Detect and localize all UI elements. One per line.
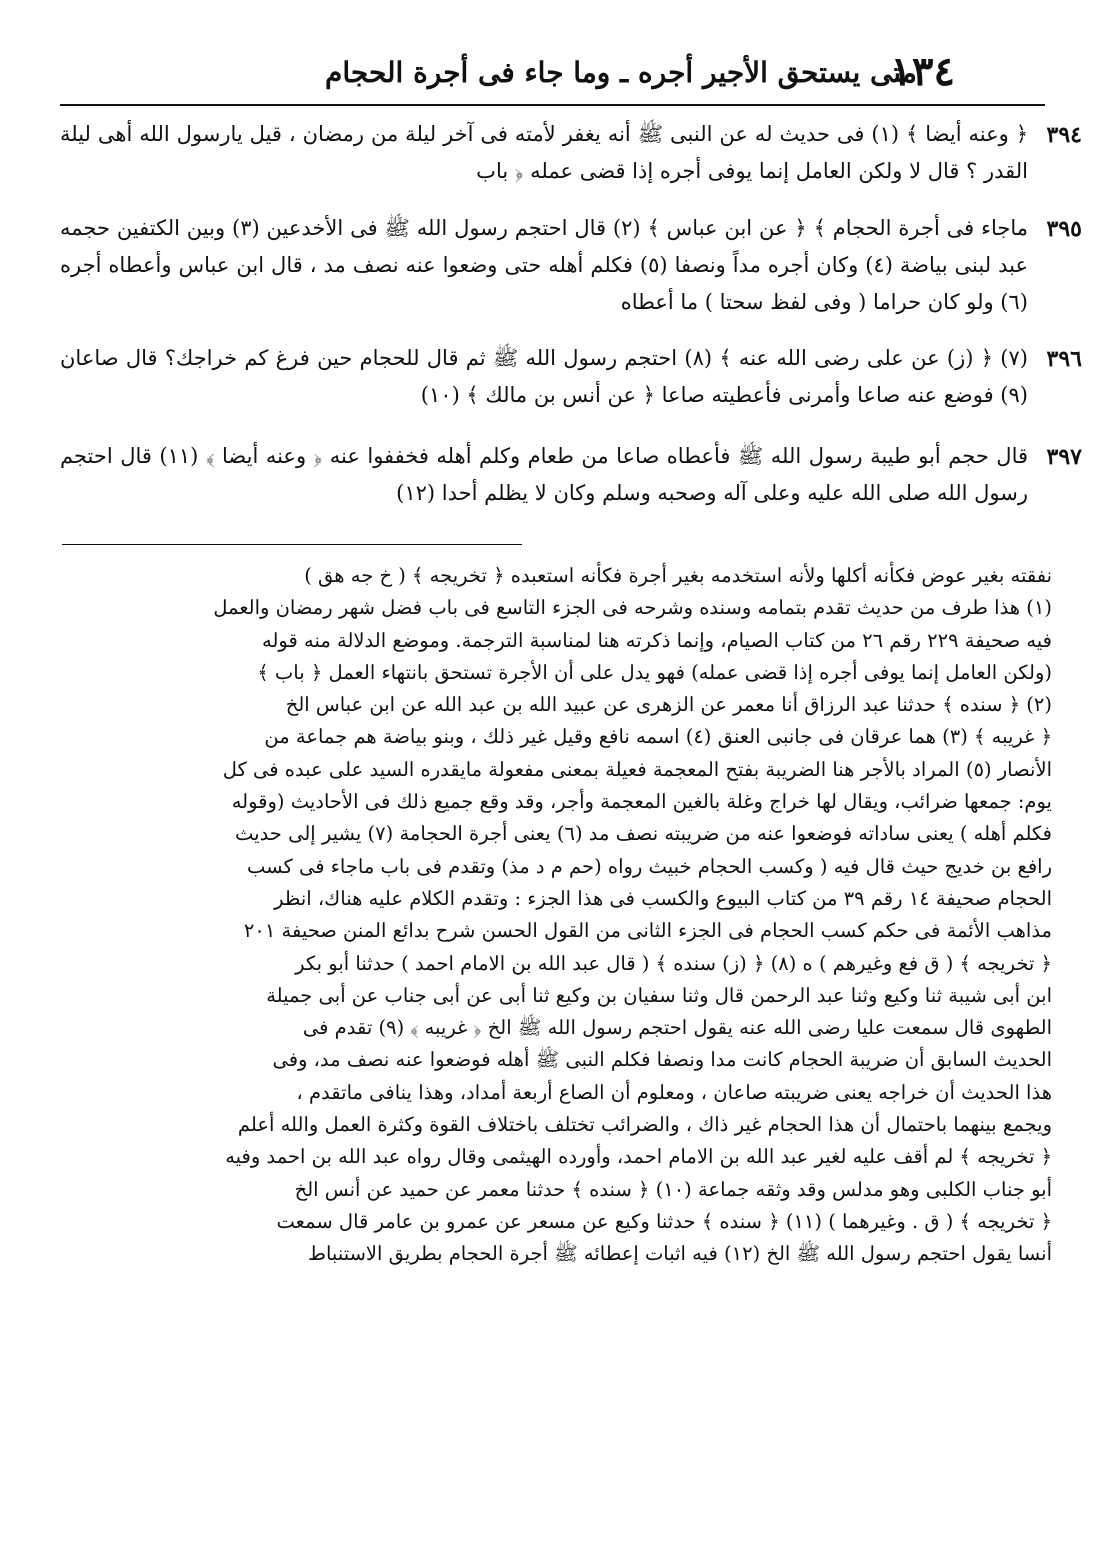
- footnote-line: الحديث السابق أن ضريبة الحجام كانت مدا ونصفا فكلم النبى ﷺ أهله فوضعوا عنه نصف مد، وفى: [272, 1048, 1052, 1072]
- hadith-text: ﴿ وعنه أيضا ﴾ (١) فى حديث له عن النبى ﷺ أنه يغفر لأمته فى آخر ليلة من رمضان ، قيل يارسول الله أهى ليلة القدر ؟ قال لا ولكن العامل إنما يوفى أجره إذا قضى عمله ﴿ باب: [60, 122, 1028, 183]
- footnotes: [62, 560, 1052, 1271]
- footnote-line: ﴿ تخريجه ﴾ ( ق . وغيرهما ) (١١) ﴿ سنده ﴾ حدثنا وكيع عن مسعر عن عمرو بن عامر قال سمعت: [276, 1209, 1052, 1233]
- footnote-line: (٢) ﴿ سنده ﴾ حدثنا عبد الرزاق أنا معمر عن الزهرى عن عبيد الله بن عبد الله عن ابن عباس الخ: [285, 693, 1052, 717]
- hadith-text: (٧) ﴿ (ز) عن على رضى الله عنه ﴾ (٨) احتجم رسول الله ﷺ ثم قال للحجام حين فرغ كم خراجك؟ قال صاعان (٩) فوضع عنه صاعا وأمرنى فأعطيته صاعا ﴿ عن أنس بن مالك ﴾ (١٠): [60, 346, 1028, 407]
- footnote-line: أبو جناب الكلبى وهو مدلس وقد وثقه جماعة (١٠) ﴿ سنده ﴾ حدثنا معمر عن حميد عن أنس الخ: [294, 1177, 1052, 1201]
- footnote-line: فكلم أهله ) يعنى ساداته فوضعوا عنه من ضريبته نصف مد (٦) يعنى أجرة الحجامة (٧) يشير إلى حديث: [235, 822, 1052, 846]
- footnote-line: ﴿ تخريجه ﴾ ( ق فع وغيرهم ) ه (٨) ﴿ (ز) سنده ﴾ ( قال عبد الله بن الامام احمد ) حدثنا أبو بكر: [295, 951, 1052, 975]
- footnote-line: (ولكن العامل إنما يوفى أجره إذا قضى عمله) فهو يدل على أن الأجرة تستحق بانتهاء العمل ﴿ باب ﴾: [257, 660, 1052, 684]
- footnote-line: مذاهب الأئمة فى حكم كسب الحجام فى الجزء الثانى من القول الحسن شرح بدائع المنن صحيفة ٢٠١: [243, 919, 1052, 943]
- hadith-number: ٣٩٤: [1046, 122, 1082, 148]
- page-number: ١٣٤: [890, 48, 955, 95]
- footnote-line: الحجام صحيفة ١٤ رقم ٣٩ من كتاب البيوع والكسب فى هذا الجزء : وتقدم الكلام عليه هناك، انظر: [274, 886, 1052, 910]
- footnote-line: هذا الحديث أن خراجه يعنى ضريبته صاعان ، ومعلوم أن الصاع أربعة أمداد، وهذا ينافى ماتقدم ،: [296, 1080, 1052, 1104]
- page-header: [60, 44, 1040, 104]
- footnote-line: نفقته بغير عوض فكأنه أكلها ولأنه استخدمه بغير أجرة فكأنه استعبده ﴿ تخريجه ﴾ ( خ جه هق ): [304, 564, 1052, 587]
- footnote-line: رافع بن خديج حيث قال فيه ( وكسب الحجام خبيث رواه (حم م د مذ) وتقدم فى باب ماجاء فى كسب: [246, 854, 1052, 878]
- footnote-line: ابن أبى شيبة ثنا وكيع وثنا عبد الرحمن قال وثنا سفيان بن وكيع ثنا أبى عن أبى جناب عن أبى جميلة: [266, 983, 1052, 1007]
- footnote-line: ﴿ تخريجه ﴾ لم أقف عليه لغير عبد الله بن الامام احمد، وأورده الهيثمى وقال رواه عبد الله بن احمد وفيه: [225, 1145, 1052, 1169]
- footnote-line: ﴿ غريبه ﴾ (٣) هما عرقان فى جانبى العنق (٤) اسمه نافع وقيل غير ذلك ، وبنو بياضة هم جماعة من: [264, 725, 1052, 749]
- footnote-line: يوم: جمعها ضرائب، ويقال لها خراج وغلة بالغين المعجمة وأجر، وقد وقع جميع ذلك فى الأحاديث (وقوله: [231, 790, 1052, 814]
- footnote-line: الأنصار (٥) المراد بالأجر هنا الضريبة بفتح المعجمة فعيلة بمعنى مفعولة مايقدره السيد على عبده فى كل: [222, 757, 1052, 781]
- footnote-line: (١) هذا طرف من حديث تقدم بتمامه وسنده وشرحه فى الجزء التاسع فى باب فضل شهر رمضان والعمل: [213, 596, 1052, 620]
- footnote-line: فيه صحيفة ٢٢٩ رقم ٢٦ من كتاب الصيام، وإنما ذكرته هنا لمناسبة الترجمة. وموضع الدلالة منه قوله: [262, 628, 1052, 652]
- footnote-line: ويجمع بينهما باحتمال أن هذا الحجام غير ذاك ، والضرائب تختلف باختلاف القوة وكثرة العمل والله أعلم: [237, 1113, 1052, 1137]
- running-title: متى يستحق الأجير أجره ـ وما جاء فى أجرة الحجام: [325, 56, 917, 89]
- hadith-text: قال حجم أبو طيبة رسول الله ﷺ فأعطاه صاعا من طعام وكلم أهله فخففوا عنه ﴿ وعنه أيضا ﴾ (١١) قال احتجم رسول الله صلى الله عليه وعلى آله وصحبه وسلم وكان لا يظلم أحدا (١٢): [60, 444, 1029, 505]
- header-rule: [60, 104, 1045, 106]
- hadith-number: ٣٩٧: [1046, 444, 1082, 470]
- footnote-separator: [62, 544, 522, 545]
- hadith-text: ماجاء فى أجرة الحجام ﴾ ﴿ عن ابن عباس ﴾ (٢) قال احتجم رسول الله ﷺ فى الأخدعين (٣) وبين الكتفين حجمه عبد لبنى بياضة (٤) وكان أجره مداً ونصفا (٥) فكلم أهله حتى وضعوا عنه نصف مد ، قال ابن عباس وأعطاه أجره (٦) ولو كان حراما ( وفى لفظ سحتا ) ما أعطاه: [60, 216, 1028, 314]
- hadith-number: ٣٩٦: [1046, 346, 1082, 372]
- footnote-line: أنسا يقول احتجم رسول الله ﷺ الخ (١٢) فيه اثبات إعطائه ﷺ أجرة الحجام بطريق الاستنباط: [307, 1242, 1052, 1266]
- hadith-number: ٣٩٥: [1046, 216, 1082, 242]
- footnote-line: الطهوى قال سمعت عليا رضى الله عنه يقول احتجم رسول الله ﷺ الخ ﴿ غريبه ﴾ (٩) تقدم فى: [302, 1016, 1052, 1040]
